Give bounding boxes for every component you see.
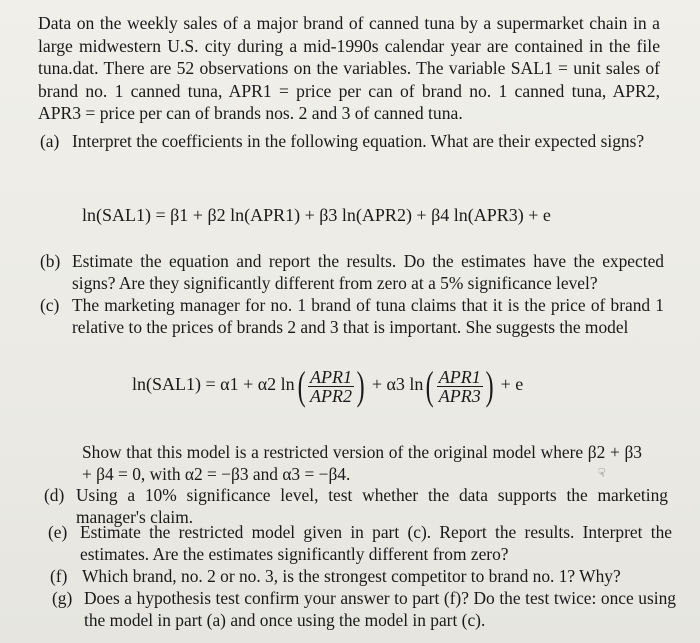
eq2-lhs: ln(SAL1) = α1 + α2 ln (132, 374, 295, 395)
left-paren: ( (297, 363, 306, 408)
frac2-denominator: APR3 (438, 385, 481, 406)
fraction-apr1-apr3 (437, 368, 483, 405)
part-c-followup-text: Show that this model is a restricted version of the original model where β2 + β3 + β4 = 0, with α2 = −β3 and α3 = −β4. (82, 442, 642, 484)
frac2-numerator: APR1 (438, 366, 481, 387)
part-g-label: (g) (52, 588, 73, 608)
part-f-text: Which brand, no. 2 or no. 3, is the strongest competitor to brand no. 1? Why? (82, 566, 621, 586)
eq2-tail: + e (500, 374, 524, 395)
eq2-mid: + α3 ln (371, 374, 424, 395)
part-g-text: Does a hypothesis test confirm your answer to part (f)? Do the test twice: once using the model in part (a) and once using the model in part (c). (84, 588, 676, 630)
cursor-icon: ☟ (598, 466, 606, 480)
left-paren: ( (426, 363, 435, 408)
part-b-text: Estimate the equation and report the results. Do the estimates have the expected signs? Are they significantly different from zero at a 5% significance level? (72, 251, 664, 293)
part-a-text: Interpret the coefficients in the following equation. What are their expected signs? (72, 131, 645, 151)
right-paren: ) (356, 363, 365, 408)
equation-full-model: ln(SAL1) = β1 + β2 ln(APR1) + β3 ln(APR2) + β4 ln(APR3) + e (82, 205, 551, 225)
part-d-text: Using a 10% significance level, test whether the data supports the marketing manager's claim. (76, 485, 668, 527)
part-e-label: (e) (48, 522, 68, 542)
part-c-label: (c) (40, 295, 60, 315)
part-d-label: (d) (44, 485, 65, 505)
intro-paragraph: Data on the weekly sales of a major brand of canned tuna by a supermarket chain in a large midwestern U.S. city during a mid-1990s calendar year are contained in the file tuna.dat. There are 52 observations on the variables. The variable SAL1 = unit sales of brand no. 1 canned tuna, APR1 = price per can of brand no. 1 canned tuna, APR2, APR3 = price per can of brands nos. 2 and 3 of canned tuna. (38, 13, 660, 124)
part-e-text: Estimate the restricted model given in part (c). Report the results. Interpret the estimates. Are the estimates significantly different from zero? (80, 522, 672, 564)
part-c-text: The marketing manager for no. 1 brand of tuna claims that it is the price of brand 1 relative to the prices of brands 2 and 3 that is important. She suggests the model (72, 295, 664, 337)
equation-restricted-model (132, 363, 524, 408)
part-a-label: (a) (40, 131, 60, 151)
part-f-label: (f) (50, 566, 68, 586)
fraction-apr1-apr2 (308, 368, 354, 405)
right-paren: ) (485, 363, 494, 408)
part-b-label: (b) (40, 251, 61, 271)
frac1-numerator: APR1 (310, 366, 352, 387)
frac1-denominator: APR2 (310, 385, 352, 406)
